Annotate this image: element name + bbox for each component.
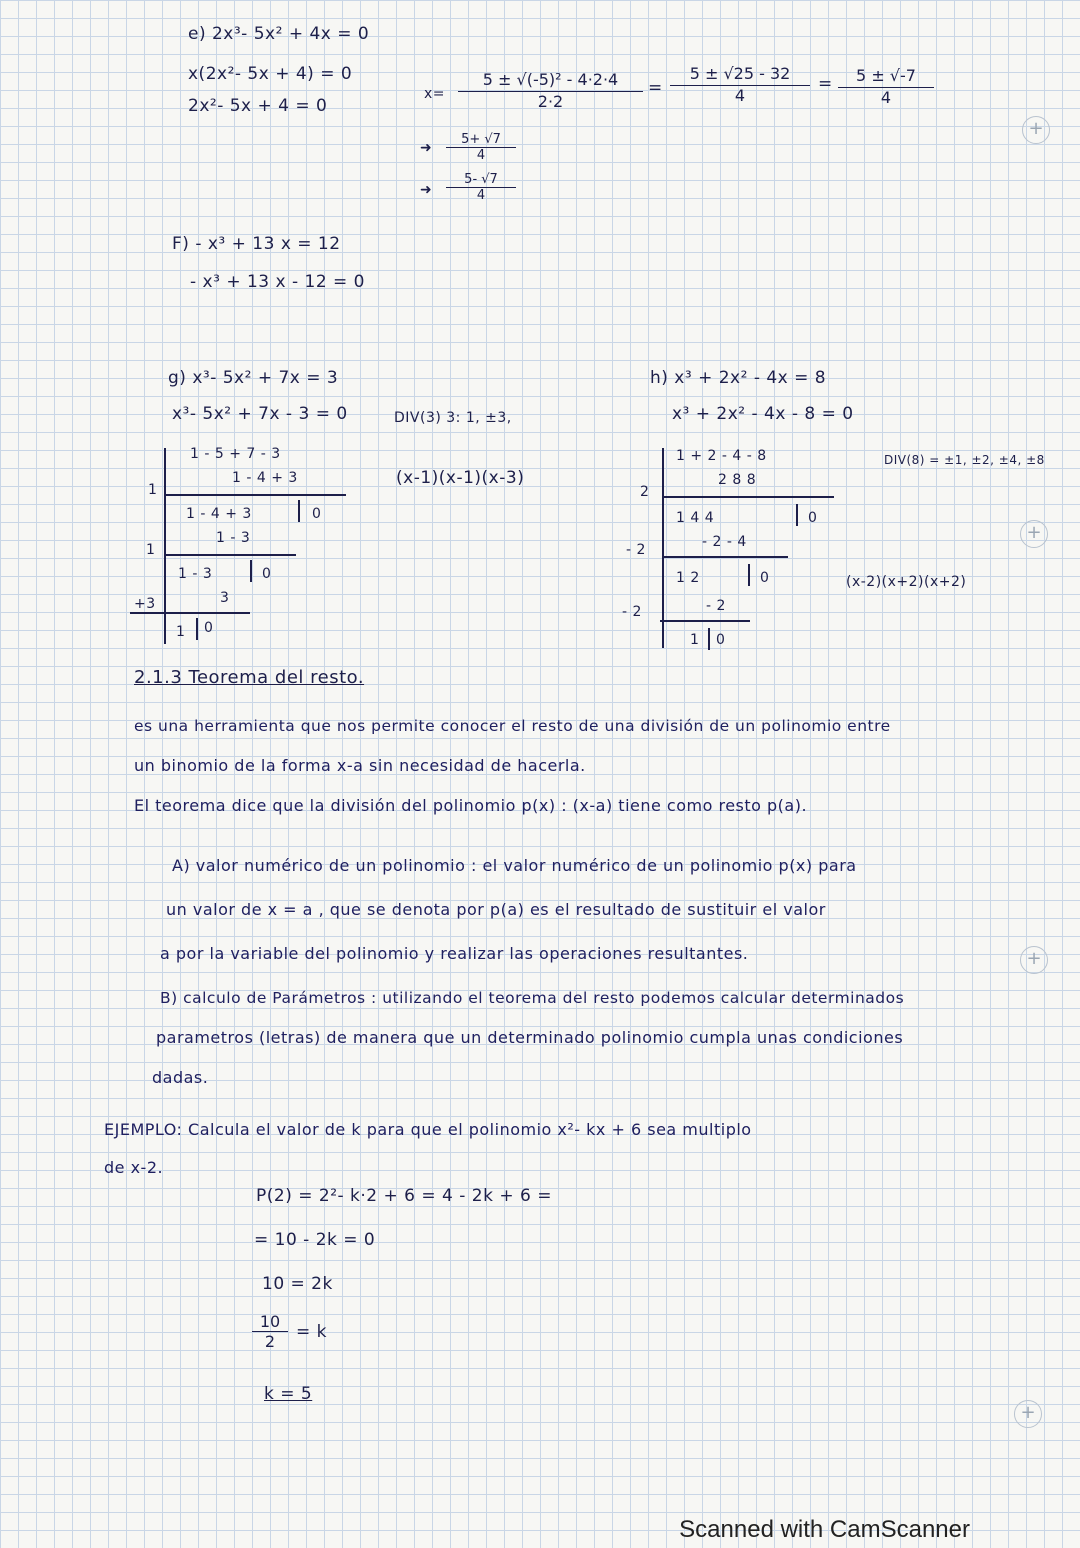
root-2-fraction — [446, 172, 516, 203]
example-line2: de x-2. — [104, 1158, 164, 1177]
g-sum-row-1: 1 - 4 + 3 — [186, 506, 252, 522]
plus-circle-icon: + — [1020, 946, 1048, 974]
plus-circle-icon: + — [1014, 1400, 1042, 1428]
problem-f-line1: F) - x³ + 13 x = 12 — [172, 234, 341, 254]
problem-h-line1: h) x³ + 2x² - 4x = 8 — [650, 368, 827, 388]
g-remainder-box-2 — [250, 560, 252, 582]
h-sum-row-3: 1 — [690, 632, 700, 648]
g-remainder-box-1 — [298, 500, 300, 522]
root-1-denominator: 4 — [476, 148, 486, 163]
h-row-line-2 — [664, 556, 788, 558]
problem-h-line2: x³ + 2x² - 4x - 8 = 0 — [672, 404, 854, 424]
g-root-1: 1 — [148, 482, 158, 498]
h-root-3: - 2 — [622, 604, 642, 620]
h-remainder-3: 0 — [716, 632, 726, 648]
h-root-2: - 2 — [626, 542, 646, 558]
step-4-denominator: 2 — [264, 1332, 276, 1351]
fraction-3-numerator: 5 ± √-7 — [838, 66, 934, 88]
g-ruffini-vertical-1 — [164, 448, 166, 644]
solution-step-4-rhs: = k — [296, 1322, 327, 1342]
solution-step-4-fraction — [252, 1312, 288, 1351]
h-mult-row-3: - 2 — [706, 598, 726, 614]
problem-e-line3: 2x²- 5x + 4 = 0 — [188, 96, 328, 116]
problem-g-line2: x³- 5x² + 7x - 3 = 0 — [172, 404, 348, 424]
g-row-line-3 — [130, 612, 250, 614]
g-remainder-1: 0 — [312, 506, 322, 522]
h-mult-row-2: - 2 - 4 — [702, 534, 747, 550]
root-2-denominator: 4 — [476, 188, 486, 203]
g-row-line-2 — [166, 554, 296, 556]
g-sum-row-3: 1 — [176, 624, 186, 640]
h-sum-row-2: 1 2 — [676, 570, 700, 586]
h-row-line-3 — [660, 620, 750, 622]
g-coefficients: 1 - 5 + 7 - 3 — [190, 446, 281, 462]
plus-circle-icon: + — [1022, 116, 1050, 144]
example-line1: EJEMPLO: Calcula el valor de k para que el polinomio x²- kx + 6 sea multiplo — [104, 1120, 752, 1139]
h-remainder-box-1 — [796, 504, 798, 526]
quadratic-fraction-3 — [838, 66, 934, 107]
fraction-1-denominator: 2·2 — [537, 92, 564, 111]
h-coefficients: 1 + 2 - 4 - 8 — [676, 448, 767, 464]
arrow-icon: ➜ — [420, 140, 432, 156]
problem-f-line2: - x³ + 13 x - 12 = 0 — [190, 272, 366, 292]
theory-a-line2: un valor de x = a , que se denota por p(a) es el resultado de sustituir el valor — [166, 900, 826, 919]
h-root-1: 2 — [640, 484, 650, 500]
quadratic-fraction-2 — [670, 64, 810, 105]
root-1-numerator: 5+ √7 — [446, 132, 516, 148]
h-remainder-box-2 — [748, 564, 750, 586]
theory-b-line2: parametros (letras) de manera que un determinado polinomio cumpla unas condiciones — [156, 1028, 904, 1047]
arrow-icon: ➜ — [420, 182, 432, 198]
root-1-fraction — [446, 132, 516, 163]
theory-a-line1: A) valor numérico de un polinomio : el valor numérico de un polinomio p(x) para — [172, 856, 857, 875]
theory-para-1: es una herramienta que nos permite conocer el resto de una división de un polinomio entre — [134, 717, 891, 735]
g-factorization: (x-1)(x-1)(x-3) — [396, 468, 525, 488]
solution-result: k = 5 — [264, 1384, 313, 1404]
theory-para-3: El teorema dice que la división del polinomio p(x) : (x-a) tiene como resto p(a). — [134, 796, 808, 815]
h-row-line-1 — [664, 496, 834, 498]
problem-e-line1: e) 2x³- 5x² + 4x = 0 — [188, 24, 370, 44]
theory-b-line3: dadas. — [152, 1068, 209, 1087]
fraction-2-denominator: 4 — [734, 86, 746, 105]
fraction-2-numerator: 5 ± √25 - 32 — [670, 64, 810, 86]
g-divisors: DIV(3) 3: 1, ±3, — [394, 410, 512, 426]
g-mult-row-1: 1 - 4 + 3 — [232, 470, 298, 486]
theory-a-line3: a por la variable del polinomio y realizar las operaciones resultantes. — [160, 944, 749, 963]
root-2-numerator: 5- √7 — [446, 172, 516, 188]
g-sum-row-2: 1 - 3 — [178, 566, 213, 582]
problem-e-line2: x(2x²- 5x + 4) = 0 — [188, 64, 353, 84]
equals-sign-2: = — [818, 74, 833, 94]
g-row-line-1 — [166, 494, 346, 496]
g-mult-row-2: 1 - 3 — [216, 530, 251, 546]
step-4-numerator: 10 — [252, 1312, 288, 1332]
g-root-2: 1 — [146, 542, 156, 558]
quadratic-x-equals: x= — [424, 86, 446, 102]
h-mult-row-1: 2 8 8 — [718, 472, 757, 488]
fraction-3-denominator: 4 — [880, 88, 892, 107]
h-divisors: DIV(8) = ±1, ±2, ±4, ±8 — [884, 453, 1045, 467]
solution-step-3: 10 = 2k — [262, 1274, 333, 1294]
scanner-watermark: Scanned with CamScanner — [679, 1516, 970, 1543]
h-factorization: (x-2)(x+2)(x+2) — [846, 574, 967, 590]
g-root-3: +3 — [134, 596, 156, 612]
theory-b-line1: B) calculo de Parámetros : utilizando el teorema del resto podemos calcular determinados — [160, 989, 905, 1007]
equals-sign-1: = — [648, 78, 663, 98]
quadratic-fraction-1 — [458, 70, 643, 111]
g-remainder-2: 0 — [262, 566, 272, 582]
h-sum-row-1: 1 4 4 — [676, 510, 715, 526]
h-remainder-box-3 — [708, 628, 710, 650]
solution-step-1: P(2) = 2²- k·2 + 6 = 4 - 2k + 6 = — [256, 1186, 552, 1206]
g-remainder-box-3 — [196, 618, 198, 640]
g-mult-row-3: 3 — [220, 590, 230, 606]
h-remainder-1: 0 — [808, 510, 818, 526]
plus-circle-icon: + — [1020, 520, 1048, 548]
h-ruffini-vertical — [662, 448, 664, 648]
problem-g-line1: g) x³- 5x² + 7x = 3 — [168, 368, 339, 388]
section-heading: 2.1.3 Teorema del resto. — [134, 667, 365, 688]
fraction-1-numerator: 5 ± √(-5)² - 4·2·4 — [458, 70, 643, 92]
h-remainder-2: 0 — [760, 570, 770, 586]
g-remainder-3: 0 — [204, 620, 214, 636]
theory-para-2: un binomio de la forma x-a sin necesidad de hacerla. — [134, 756, 586, 775]
solution-step-2: = 10 - 2k = 0 — [254, 1230, 376, 1250]
